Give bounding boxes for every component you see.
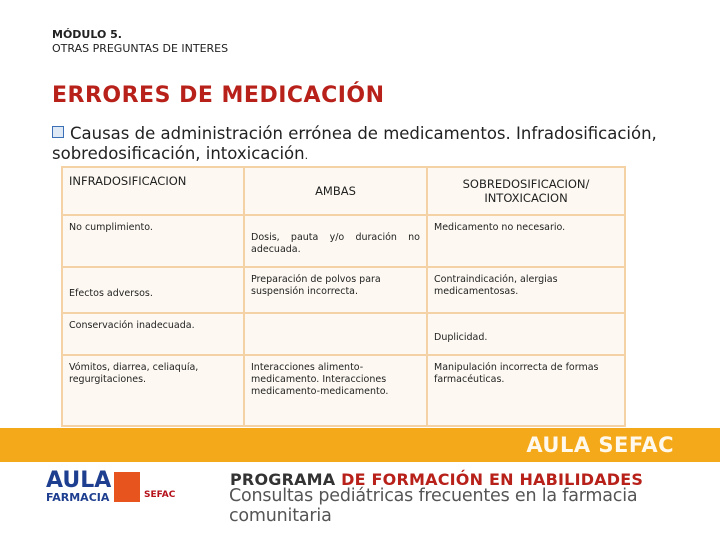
aula-sefac-brand: AULA SEFAC bbox=[526, 433, 674, 457]
table-header-row bbox=[62, 167, 625, 215]
module-subtitle: OTRAS PREGUNTAS DE INTERES bbox=[52, 42, 229, 55]
page-title: ERRORES DE MEDICACIÓN bbox=[52, 83, 385, 108]
program-subtitle: Consultas pediátricas frecuentes en la farmacia comunitaria bbox=[229, 486, 638, 526]
footer-band bbox=[0, 428, 720, 462]
table-cell: Medicamento no necesario. bbox=[427, 215, 625, 267]
bullet-paragraph bbox=[52, 124, 692, 166]
table-cell: Vómitos, diarrea, celiaquía, regurgitaciones. bbox=[62, 355, 244, 426]
checkbox-bullet-icon bbox=[52, 126, 64, 138]
table-cell: Contraindicación, alergias medicamentosas. bbox=[427, 267, 625, 313]
table-row bbox=[62, 215, 625, 267]
errors-table bbox=[61, 166, 626, 427]
table-cell: Duplicidad. bbox=[427, 313, 625, 355]
header-sobredosificacion: SOBREDOSIFICACION/ INTOXICACION bbox=[427, 167, 625, 215]
table-cell: Interacciones alimento-medicamento. Interacciones medicamento-medicamento. bbox=[244, 355, 427, 426]
table-cell: Conservación inadecuada. bbox=[62, 313, 244, 355]
table-row bbox=[62, 267, 625, 313]
sefac-logo: SEFAC bbox=[114, 470, 174, 506]
module-heading bbox=[52, 28, 228, 56]
bullet-text: Causas de administración errónea de medicamentos. Infradosificación, sobredosificación, intoxicación bbox=[52, 124, 657, 163]
table-cell bbox=[244, 313, 427, 355]
table-cell: Efectos adversos. bbox=[62, 267, 244, 313]
table-cell: Dosis, pauta y/o duración no adecuada. bbox=[244, 215, 427, 267]
aula-farmacia-logo: AULA FARMACIA bbox=[46, 468, 112, 504]
bullet-period: . bbox=[304, 149, 309, 162]
table-row bbox=[62, 355, 625, 426]
table-cell: Manipulación incorrecta de formas farmacéuticas. bbox=[427, 355, 625, 426]
module-number: MÓDULO 5. bbox=[52, 28, 122, 41]
program-title: PROGRAMA DE FORMACIÓN EN HABILIDADES bbox=[230, 470, 644, 489]
header-infradosificacion: INFRADOSIFICACION bbox=[62, 167, 244, 215]
table-row bbox=[62, 313, 625, 355]
table-cell: No cumplimiento. bbox=[62, 215, 244, 267]
header-ambas: AMBAS bbox=[244, 167, 427, 215]
table-cell: Preparación de polvos para suspensión incorrecta. bbox=[244, 267, 427, 313]
sefac-mark-icon bbox=[114, 472, 140, 502]
